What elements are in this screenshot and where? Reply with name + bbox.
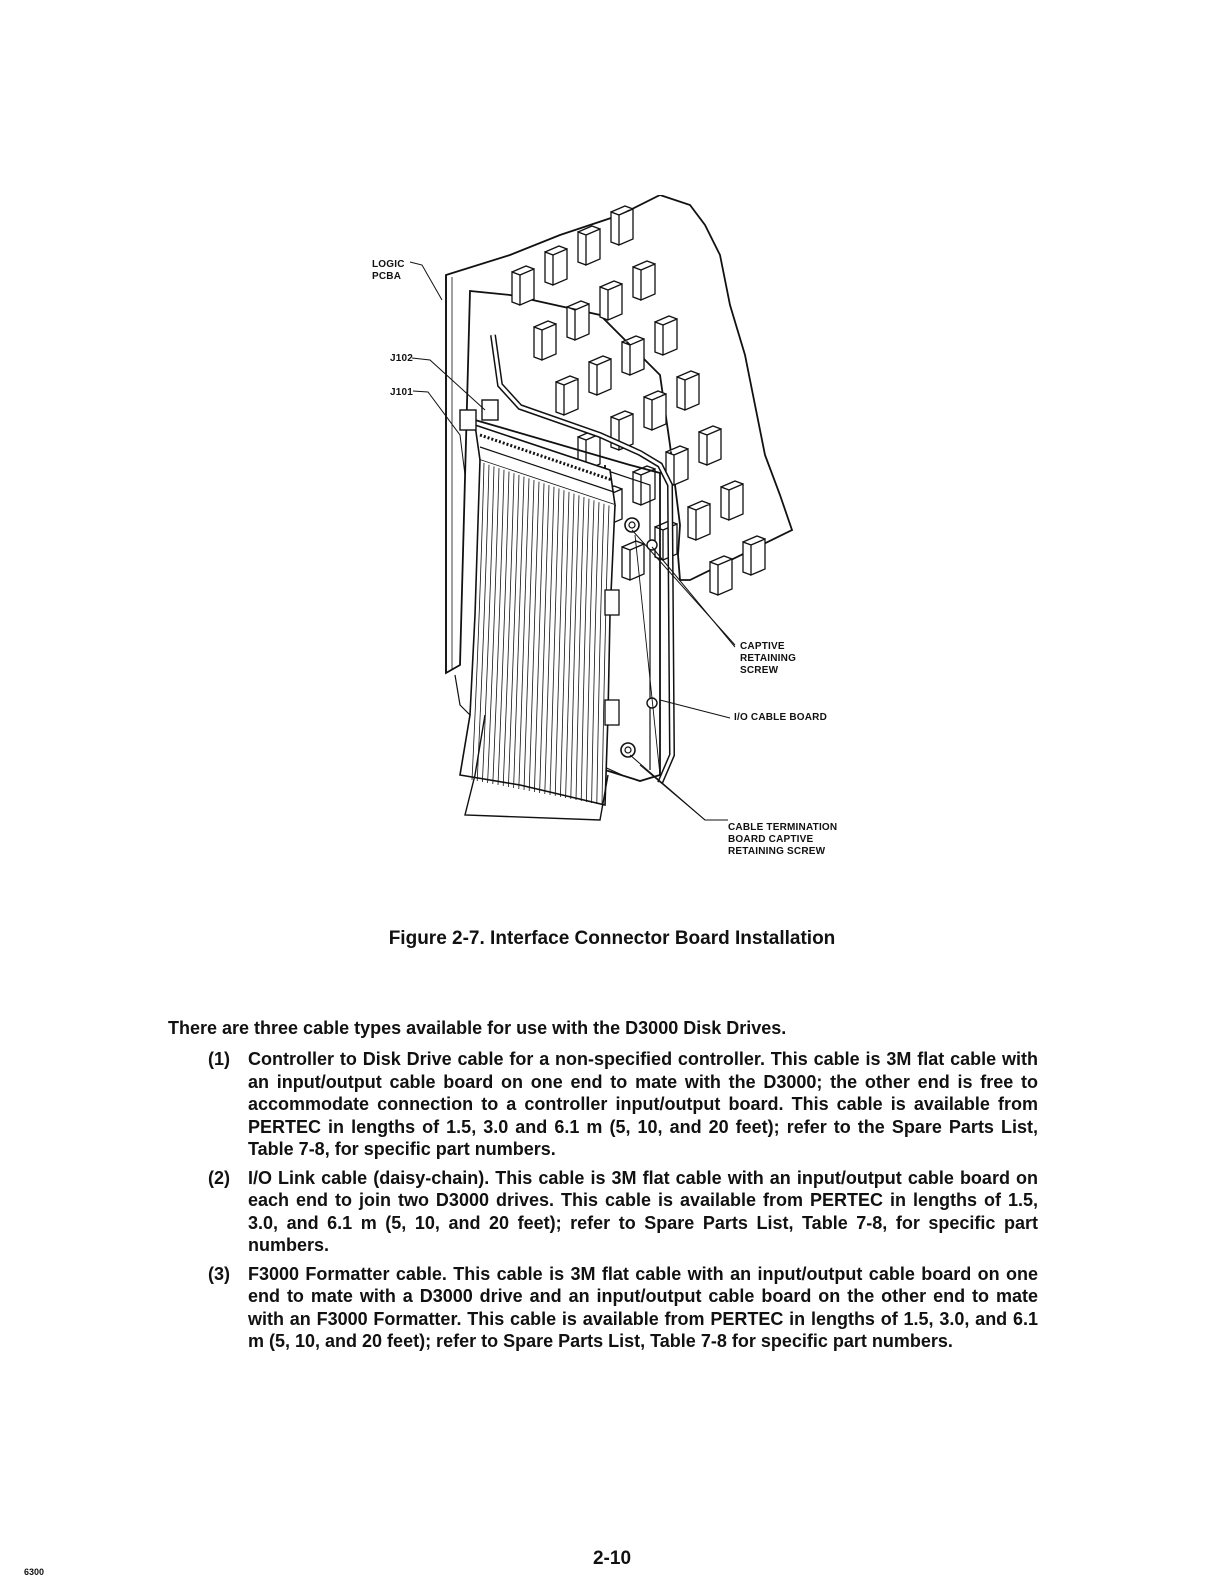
chip: [688, 501, 710, 540]
label-logic-pcba: LOGIC PCBA: [372, 259, 405, 282]
list-item: [208, 1167, 1038, 1257]
list-item-number: (1): [208, 1049, 230, 1069]
chip: [512, 266, 534, 305]
figure-drawing: [360, 195, 840, 875]
chip: [644, 391, 666, 430]
chip: [655, 316, 677, 355]
chip: [534, 321, 556, 360]
list-item-text: I/O Link cable (daisy-chain). This cable is 3M flat cable with an input/output cable board on each end to join two D3000 drives. This cable is available from PERTEC in lengths of 1.5, 3.0, and 6.1 m (5, 10, and 20 feet); refer to Spare Parts List, Table 7-8, for specific part numbers.: [248, 1167, 1038, 1255]
chip: [622, 336, 644, 375]
label-cable-termination-screw: CABLE TERMINATION BOARD CAPTIVE RETAINING SCREW: [728, 822, 838, 857]
figure-interface-connector-board: [360, 195, 840, 875]
chip: [622, 541, 644, 580]
label-captive-retaining-screw: CAPTIVE RETAINING SCREW: [740, 641, 797, 676]
label-j102: J102: [390, 353, 414, 364]
list-item-number: (2): [208, 1167, 230, 1188]
chip: [743, 536, 765, 575]
list-item-text: Controller to Disk Drive cable for a non-specified controller. This cable is 3M flat cable with an input/output cable board on one end to mate with the D3000; the other end is free to accommodate connection to a controller input/output board. This cable is available from PERTEC in lengths of 1.5, 3.0 and 6.1 m (5, 10, and 20 feet); refer to the Spare Parts List, Table 7-8, for specific part numbers.: [248, 1049, 1038, 1159]
label-io-cable-board: I/O CABLE BOARD: [734, 712, 827, 723]
chip: [611, 206, 633, 245]
chip: [589, 356, 611, 395]
chip: [567, 301, 589, 340]
chip: [699, 426, 721, 465]
chip: [633, 261, 655, 300]
cable-types-list: [208, 1048, 1038, 1359]
list-item: [208, 1263, 1038, 1353]
list-item-number: (3): [208, 1263, 230, 1284]
chip: [721, 481, 743, 520]
chip: [600, 281, 622, 320]
label-j101: J101: [390, 387, 414, 398]
intro-paragraph: There are three cable types available for use with the D3000 Disk Drives.: [168, 1018, 787, 1038]
list-item-text: F3000 Formatter cable. This cable is 3M flat cable with an input/output cable board on one end to mate with a D3000 drive and an input/output cable board on the other end to mate with an F3000 Formatter. This cable is available from PERTEC in lengths of 1.5, 3.0, and 6.1 m (5, 10, and 20 feet); refer to Spare Parts List, Table 7-8 for specific part numbers.: [248, 1263, 1038, 1351]
list-item: [208, 1048, 1038, 1161]
chip: [556, 376, 578, 415]
document-id: 6300: [24, 1567, 45, 1577]
page-number: 2-10: [592, 1548, 632, 1569]
chip: [710, 556, 732, 595]
chip: [677, 371, 699, 410]
chip: [545, 246, 567, 285]
figure-caption: Figure 2-7. Interface Connector Board Installation: [388, 928, 836, 949]
chip: [578, 226, 600, 265]
chip: [633, 466, 655, 505]
